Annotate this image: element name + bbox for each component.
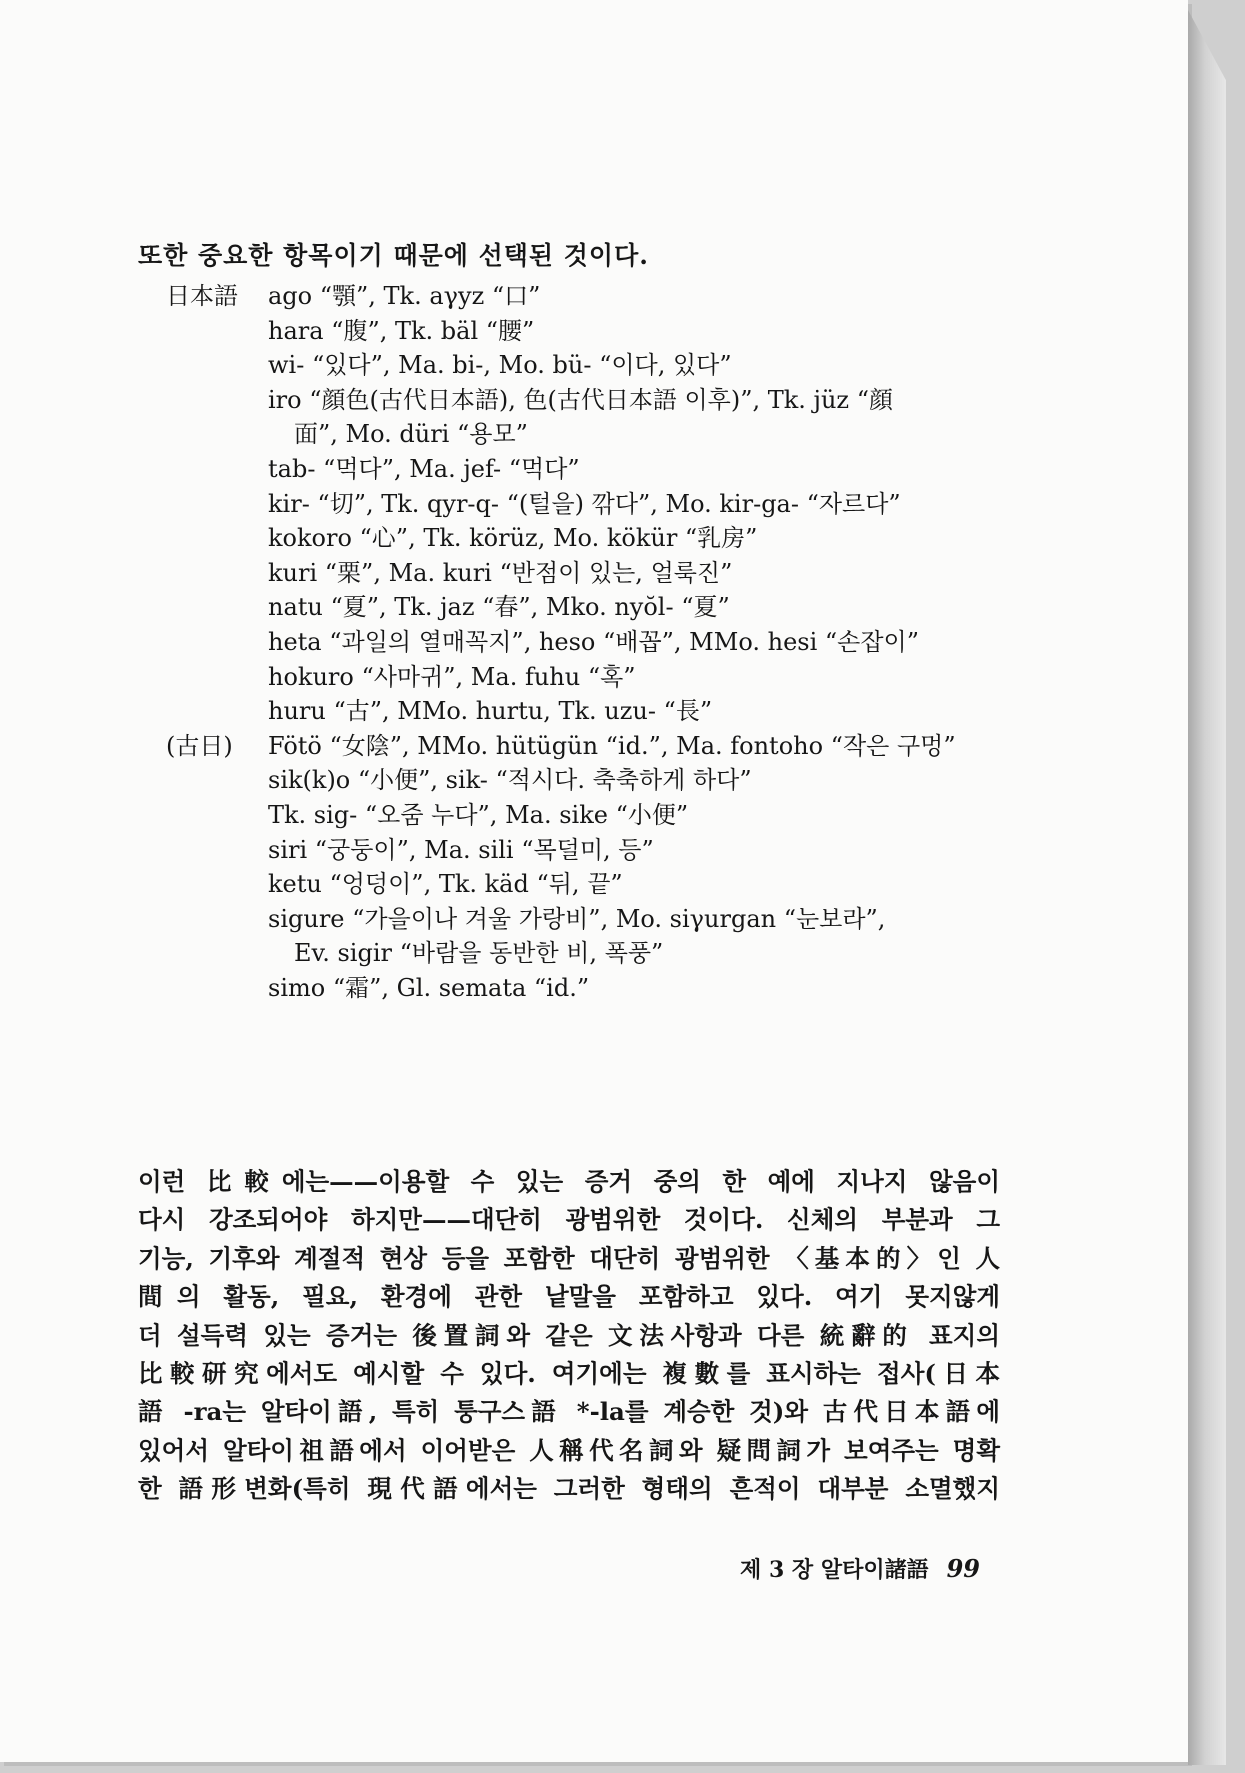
example-line: tab- “먹다”, Ma. jef- “먹다” xyxy=(268,455,580,483)
lead-sentence: 또한 중요한 항목이기 때문에 선택된 것이다. xyxy=(138,241,649,270)
paragraph-line: 比較研究에서도 예시할 수 있다. 여기에는 複數를 표시하는 접사(日本 xyxy=(138,1359,1000,1389)
example-line: simo “霜”, Gl. semata “id.” xyxy=(268,974,590,1002)
paragraph-line: 다시 강조되어야 하지만——대단히 광범위한 것이다. 신체의 부분과 그 xyxy=(138,1205,1000,1235)
page-number: 99 xyxy=(946,1554,980,1583)
example-line: hara “腹”, Tk. bäl “腰” xyxy=(268,316,535,345)
example-line: ago “顎”, Tk. aγyz “口” xyxy=(268,282,541,310)
paragraph-line: 語 -ra는 알타이語, 특히 퉁구스語 *-la를 계승한 것)와 古代日本語에 xyxy=(138,1397,1000,1427)
running-footer xyxy=(720,1553,980,1584)
example-line: hokuro “사마귀”, Ma. fuhu “혹” xyxy=(268,662,636,691)
example-line: wi- “있다”, Ma. bi-, Mo. bü- “이다, 있다” xyxy=(268,351,732,380)
chapter-title: 제 3 장 알타이諸語 xyxy=(740,1557,929,1583)
example-line: 面”, Mo. düri “용모” xyxy=(294,420,528,449)
paragraph-line: 한 語形변화(특히 現代語에서는 그러한 형태의 흔적이 대부분 소멸했지 xyxy=(138,1474,1000,1504)
body-paragraph xyxy=(138,1163,1000,1509)
paragraph-line: 더 설득력 있는 증거는 後置詞와 같은 文法사항과 다른 統辭的 표지의 xyxy=(138,1320,1000,1350)
example-line: siri “궁둥이”, Ma. sili “목덜미, 등” xyxy=(268,835,654,864)
example-label: 日本語 xyxy=(166,282,238,310)
paragraph-line: 있어서 알타이祖語에서 이어받은 人稱代名詞와 疑問詞가 보여주는 명확 xyxy=(138,1435,1000,1465)
example-line: Ev. sigir “바람을 동반한 비, 폭풍” xyxy=(294,939,664,968)
example-label: (古日) xyxy=(166,731,233,760)
example-line: huru “古”, MMo. hurtu, Tk. uzu- “長” xyxy=(268,697,713,726)
example-line: Tk. sig- “오줌 누다”, Ma. sike “小便” xyxy=(268,801,689,829)
paragraph-line: 間의 활동, 필요, 환경에 관한 낱말을 포함하고 있다. 여기 못지않게 xyxy=(138,1282,1000,1312)
example-line: sik(k)o “小便”, sik- “적시다. 축축하게 하다” xyxy=(268,766,752,795)
example-line: kuri “栗”, Ma. kuri “반점이 있는, 얼룩진” xyxy=(268,558,733,587)
example-line: Fötö “女陰”, MMo. hütügün “id.”, Ma. fontoho “작은 구멍” xyxy=(268,731,956,760)
example-line: ketu “엉덩이”, Tk. käd “뒤, 끝” xyxy=(268,870,623,899)
page-edge-shadow xyxy=(1188,10,1226,1765)
example-line: natu “夏”, Tk. jaz “春”, Mko. nyŏl- “夏” xyxy=(268,593,730,622)
example-line: kokoro “心”, Tk. körüz, Mo. kökür “乳房” xyxy=(268,524,758,553)
paragraph-line: 이런 比較에는——이용할 수 있는 증거 중의 한 예에 지나지 않음이 xyxy=(138,1167,1000,1196)
example-line: sigure “가을이나 겨울 가랑비”, Mo. siγurgan “눈보라”, xyxy=(268,904,886,933)
example-line: kir- “切”, Tk. qyr-q- “(털을) 깎다”, Mo. kir-ga- “자르다” xyxy=(268,489,901,518)
example-line: iro “顔色(古代日本語), 色(古代日本語 이후)”, Tk. jüz “顔 xyxy=(268,385,893,414)
paragraph-line: 기능, 기후와 계절적 현상 등을 포함한 대단히 광범위한 〈基本的〉인 人 xyxy=(138,1243,1000,1273)
example-line: heta “과일의 열매꼭지”, heso “배꼽”, MMo. hesi “손잡이” xyxy=(268,628,919,656)
